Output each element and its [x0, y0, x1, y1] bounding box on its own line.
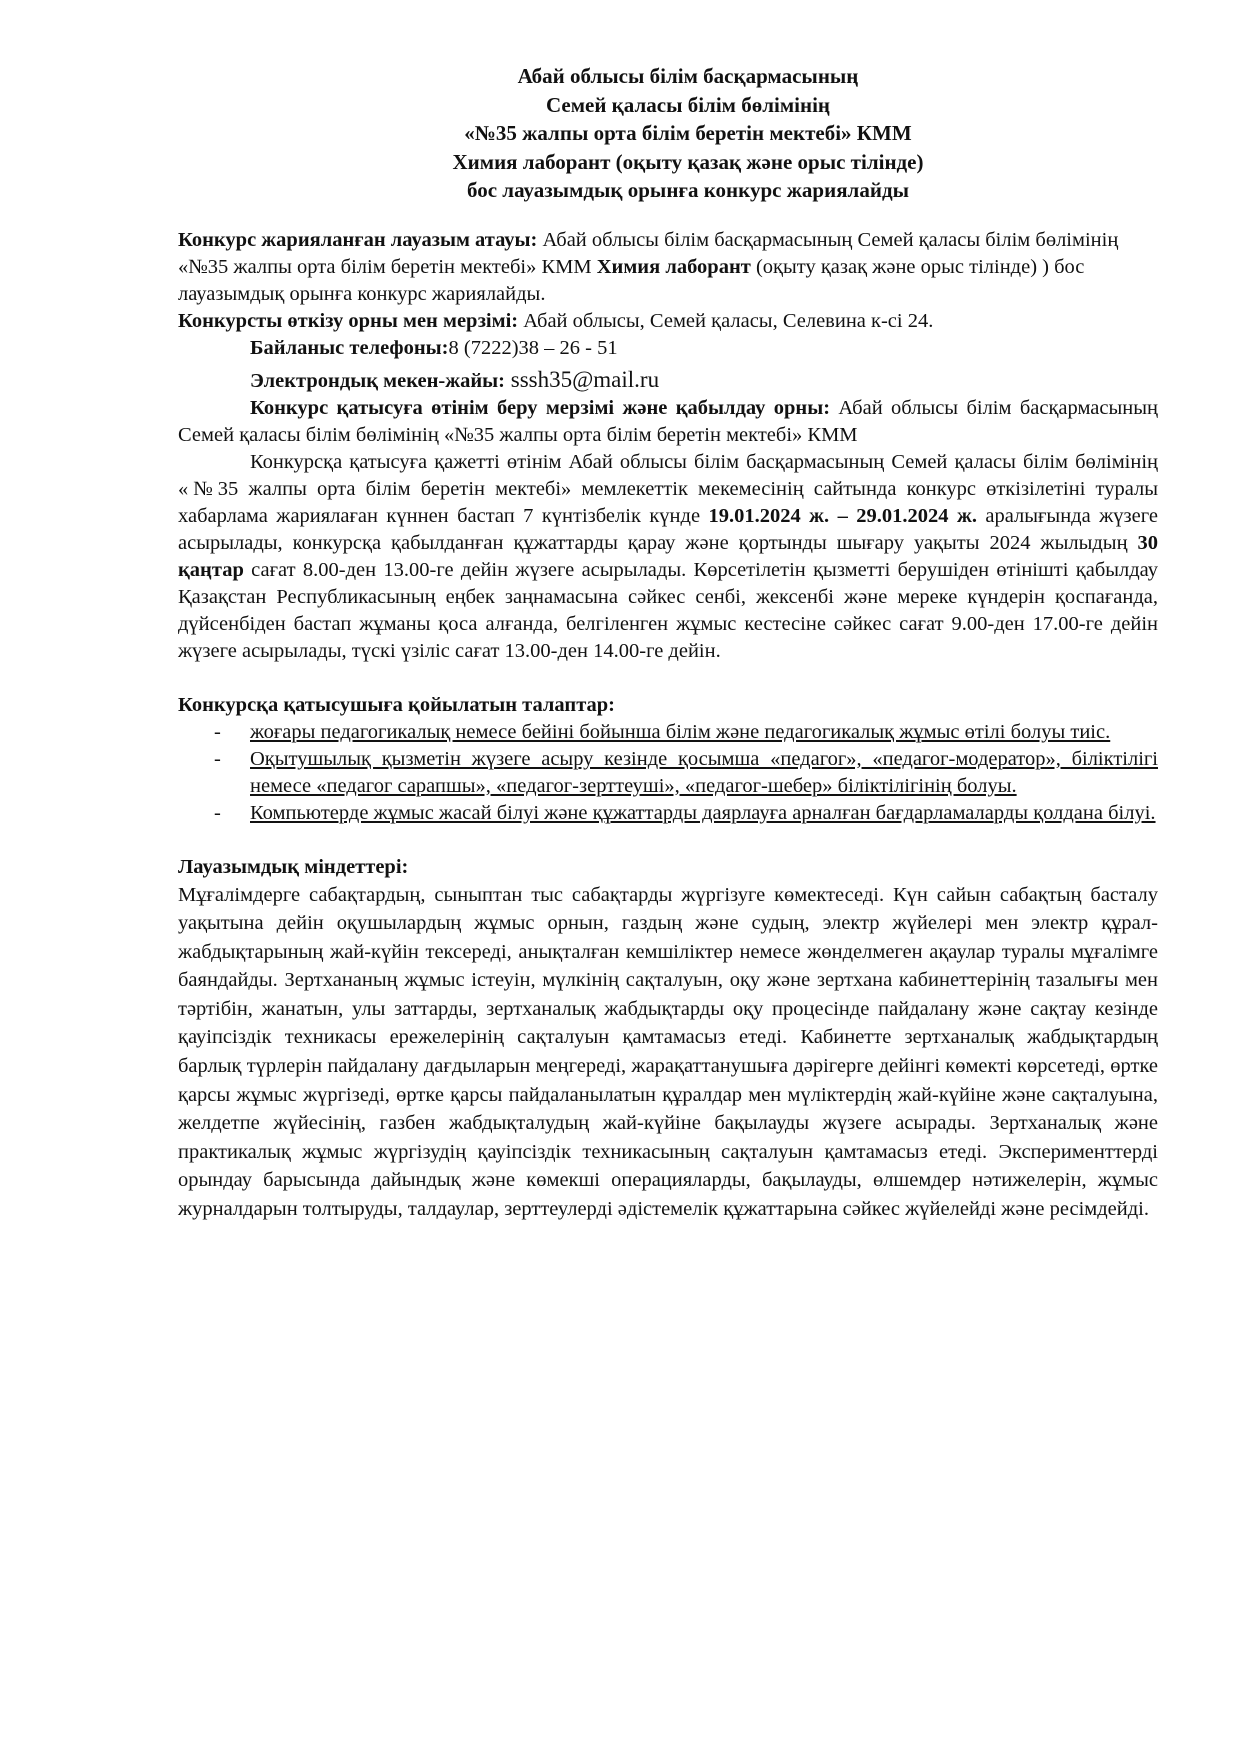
procedure-text-3: сағат 8.00-ден 13.00-ге дейін жүзеге асырылады. Көрсетілетін қызметті берушіден өтінішті қабылдау Қазақстан Республикасының еңбек заңнамасына сәйкес сенбі, жексенбі және мереке күндерін қоспағанда, дүйсенбіден бастап жұманы қоса алғанда, белгіленген жұмыс кестесіне сәйкес сағат 9.00-ден 17.00-ге дейін жүзеге асырылады, түскі үзіліс сағат 13.00-ден 14.00-ге дейін.	[178, 558, 1158, 662]
document-page	[178, 62, 1158, 1224]
bullet-dash: -	[214, 801, 221, 824]
title-line-4: Химия лаборант (оқыту қазақ және орыс тілінде)	[452, 149, 924, 174]
venue-paragraph	[178, 308, 1158, 335]
position-paragraph	[178, 227, 1158, 308]
position-text-1: Абай облысы білім басқармасының Семей қаласы білім бөлімінің «№35 жалпы орта білім беретін мектебі» КММ	[178, 228, 1119, 278]
procedure-text-1: Конкурсқа қатысуға қажетті өтінім Абай облысы білім басқармасының Семей қаласы білім бөлімінің «№35 жалпы орта білім беретін мектебі» мемлекеттік мекемесінің сайтында конкурс өткізілетіні туралы хабарлама жариялаған күннен бастап 7 күнтізбелік күнде	[178, 450, 1158, 527]
document-title	[218, 62, 1158, 205]
application-text: Абай облысы білім басқармасының Семей қаласы білім бөлімінің «№35 жалпы орта білім беретін мектебі» КММ	[178, 396, 1158, 446]
phone-label: Байланыс телефоны:	[250, 336, 449, 359]
position-label: Конкурс жарияланған лауазым атауы:	[178, 228, 538, 251]
bullet-dash: -	[214, 747, 221, 770]
date-to: 29.01.2024 ж.	[856, 504, 977, 527]
venue-label: Конкурсты өткізу орны мен мерзімі:	[178, 309, 519, 332]
phone-value: 8 (7222)38 – 26 - 51	[448, 336, 618, 359]
date-dash: –	[829, 504, 857, 527]
phone-line	[178, 335, 1158, 362]
requirements-heading: Конкурсқа қатысушыға қойылатын талаптар:	[178, 693, 615, 716]
application-paragraph	[178, 395, 1158, 449]
requirement-item	[178, 746, 1158, 800]
requirement-text: жоғары педагогикалық немесе бейіні бойынша білім және педагогикалық жұмыс өтілі болуы тиіс.	[250, 720, 1111, 743]
bullet-dash: -	[214, 720, 221, 743]
email-value: sssh35@mail.ru	[505, 366, 660, 392]
title-line-5: бос лауазымдық орынға конкурс жариялайды	[467, 178, 909, 202]
requirement-item	[178, 719, 1158, 746]
venue-text: Абай облысы, Семей қаласы, Селевина к-сі 24.	[518, 309, 934, 332]
duties-heading: Лауазымдық міндеттері:	[178, 855, 409, 878]
requirement-text: Оқытушылық қызметін жүзеге асыру кезінде қосымша «педагог», «педагог-модератор», біліктілігі немесе «педагог сарапшы», «педагог-зерттеуші», «педагог-шебер» біліктілігінің болуы.	[250, 747, 1158, 797]
spacer	[178, 827, 1158, 854]
duties-text: Мұғалімдерге сабақтардың, сыныптан тыс сабақтарды жүргізуге көмектеседі. Күн сайын сабақтың басталу уақытына дейін оқушылардың жұмыс орнын, газдың және судың, электр жүйелері мен электр құрал-жабдықтарының жай-күйін тексереді, анықталған кемшіліктер немесе жөнделмеген ақаулар туралы мұғалімге баяндайды. Зертхананың жұмыс істеуін, мүлкінің сақталуын, оқу және зертхана кабинеттерінің тазалығы мен тәртібін, жанатын, улы заттарды, зертханалық жабдықтарды оқу процесінде пайдалану және сақтау кезінде қауіпсіздік техникасы ережелерінің сақталуын қамтамасыз етеді. Кабинетте зертханалық жабдықтардың барлық түрлерін пайдалану дағдыларын меңгереді, жарақаттанушыға дәрігерге дейінгі көмекті көрсетеді, өртке қарсы жұмыс жүргізеді, өртке қарсы пайдаланылатын құралдар мен мүліктердің жай-күйіне және сақталуына, желдетпе жүйесінің, газбен жабдықталудың жай-күйіне бақылауды жүзеге асырады. Зертханалық және практикалық жұмыс жүргізудің қауіпсіздік техникасының сақталуын қамтамасыз етеді. Эксперименттерді орындау барысында дайындық және көмекші операцияларды, бақылауды, өлшемдер нәтижелерін, жұмыс журналдарын толтыруды, талдаулар, зерттеулерді әдістемелік құжаттарына сәйкес жүйелейді және ресімдейді.	[178, 883, 1158, 1221]
spacer	[178, 665, 1158, 692]
title-line-1: Абай облысы білім басқармасының	[517, 64, 859, 88]
procedure-text-2: аралығында жүзеге асырылады, конкурсқа қабылданған құжаттарды қарау және қортынды шығару уақыты 2024 жылыдың	[178, 504, 1158, 554]
application-label: Конкурс қатысуға өтінім беру мерзімі және қабылдау орны:	[250, 396, 831, 419]
position-text-2: (оқыту қазақ және орыс тілінде) ) бос лауазымдық орынға конкурс жариялайды.	[178, 255, 1085, 305]
result-date: 30 қаңтар	[178, 531, 1158, 581]
requirement-text: Компьютерде жұмыс жасай білуі және құжаттарды даярлауға арналған бағдарламаларды қолдана білуі.	[250, 801, 1156, 824]
requirements-list	[178, 719, 1158, 827]
position-title: Химия лаборант	[596, 255, 751, 278]
title-line-3: «№35 жалпы орта білім беретін мектебі» КММ	[464, 121, 912, 145]
title-line-2: Семей қаласы білім бөлімінің	[545, 92, 831, 117]
email-line	[178, 366, 1158, 395]
procedure-paragraph	[178, 449, 1158, 665]
requirement-item	[178, 800, 1158, 827]
email-label: Электрондық мекен-жайы:	[250, 369, 505, 392]
date-from: 19.01.2024 ж.	[708, 504, 830, 527]
